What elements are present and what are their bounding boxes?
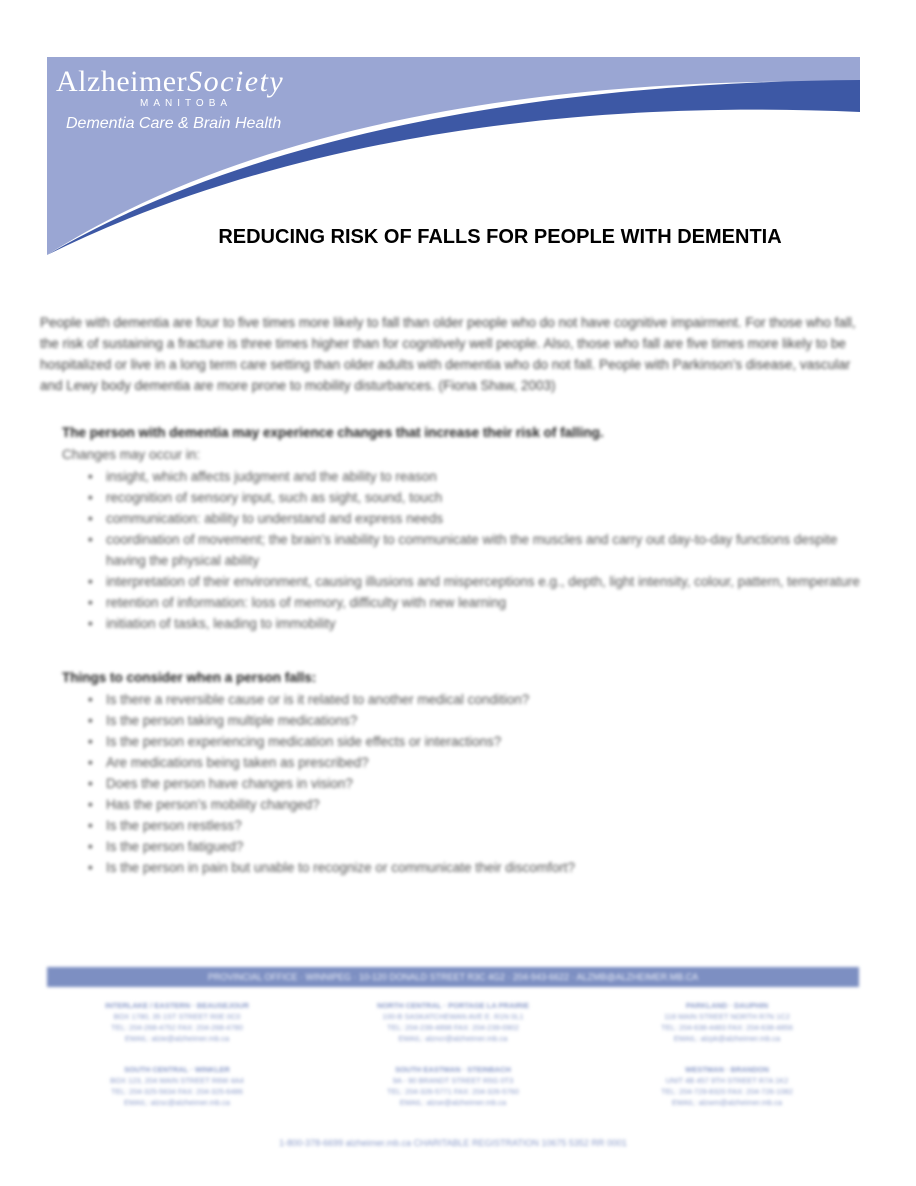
list-item: • retention of information: loss of memory, difficulty with new learning	[106, 592, 862, 613]
consider-heading: Things to consider when a person falls:	[62, 670, 317, 685]
office-block	[52, 1000, 302, 1044]
office-email: EMAIL: alzpk@alzheimer.mb.ca	[673, 1034, 781, 1043]
office-phone: TEL: 204-325-5634 FAX: 204-325-6486	[111, 1087, 243, 1096]
office-name: NORTH CENTRAL · PORTAGE LA PRAIRIE	[377, 1001, 529, 1010]
list-item: • Is there a reversible cause or is it related to another medical condition?	[106, 689, 862, 710]
office-phone: TEL: 204-729-8320 FAX: 204-726-1082	[661, 1087, 793, 1096]
office-address: 9A - 90 BRANDT STREET R5G 0T3	[392, 1076, 514, 1085]
list-item: • Does the person have changes in vision?	[106, 773, 862, 794]
changes-heading: The person with dementia may experience changes that increase their risk of falling.	[62, 425, 604, 440]
office-address: BOX 123, 204 MAIN STREET R6W 4A4	[110, 1076, 244, 1085]
list-item: • Are medications being taken as prescribed?	[106, 752, 862, 773]
office-name: SOUTH CENTRAL · WINKLER	[124, 1065, 230, 1074]
office-address: 118 MAIN STREET NORTH R7N 1C2	[664, 1012, 790, 1021]
list-item: • coordination of movement; the brain’s inability to communicate with the muscles and carry out day-to-day functions despite having the physical ability	[106, 529, 862, 571]
office-block	[328, 1064, 578, 1108]
office-phone: TEL: 204-239-4898 FAX: 204-239-0902	[387, 1023, 519, 1032]
logo-region: MANITOBA	[140, 98, 233, 109]
office-name: WESTMAN · BRANDON	[685, 1065, 769, 1074]
office-block	[52, 1064, 302, 1108]
office-address: UNIT 4B 457 9TH STREET R7A 1K2	[665, 1076, 789, 1085]
changes-lead: Changes may occur in:	[62, 447, 201, 462]
office-phone: TEL: 204-268-4752 FAX: 204-268-4780	[111, 1023, 243, 1032]
list-item: • Has the person’s mobility changed?	[106, 794, 862, 815]
office-name: INTERLAKE / EASTERN · BEAUSEJOUR	[105, 1001, 249, 1010]
consider-list	[62, 689, 862, 878]
list-item: • Is the person in pain but unable to recognize or communicate their discomfort?	[106, 857, 862, 878]
changes-section	[62, 422, 862, 634]
office-phone: TEL: 204-326-5771 FAX: 204-326-5760	[387, 1087, 519, 1096]
office-name: PARKLAND · DAUPHIN	[685, 1001, 769, 1010]
list-item: • insight, which affects judgment and the ability to reason	[106, 466, 862, 487]
list-item: • interpretation of their environment, causing illusions and misperceptions e.g., depth, light intensity, colour, pattern, temperature	[106, 571, 862, 592]
consider-section	[62, 667, 862, 878]
list-item: • Is the person restless?	[106, 815, 862, 836]
office-phone: TEL: 204-638-4483 FAX: 204-638-4856	[661, 1023, 793, 1032]
office-address: BOX 1780, 35 1ST STREET R0E 0C0	[113, 1012, 241, 1021]
logo-wordmark	[56, 66, 284, 98]
intro-paragraph: People with dementia are four to five times more likely to fall than older people who do not have cognitive impairment. For those who fall, the risk of sustaining a fracture is three times higher than for cognitively well people. Also, those who fall are five times more likely to be hospitalized or live in a long term care setting than older adults with dementia who do not fall. People with Parkinson’s disease, vascular and Lewy body dementia are more prone to mobility disturbances. (Fiona Shaw, 2003)	[40, 315, 856, 393]
list-item: • Is the person experiencing medication side effects or interactions?	[106, 731, 862, 752]
office-block	[602, 1064, 852, 1108]
footer-contact-line: 1-800-378-6699 alzheimer.mb.ca CHARITABLE REGISTRATION 10675 5352 RR 0001	[279, 1138, 627, 1148]
office-email: EMAIL: alzwm@alzheimer.mb.ca	[671, 1098, 783, 1107]
list-item: • initiation of tasks, leading to immobility	[106, 613, 862, 634]
office-address: 100-B SASKATCHEWAN AVE E. R1N 0L1	[382, 1012, 524, 1021]
changes-list	[62, 466, 862, 634]
list-item: • Is the person taking multiple medications?	[106, 710, 862, 731]
office-block	[328, 1000, 578, 1044]
logo-name: Alzheimer	[56, 65, 188, 98]
office-email: EMAIL: alzse@alzheimer.mb.ca	[399, 1098, 507, 1107]
list-item: • recognition of sensory input, such as sight, sound, touch	[106, 487, 862, 508]
office-email: EMAIL: alzsc@alzheimer.mb.ca	[124, 1098, 230, 1107]
office-block	[602, 1000, 852, 1044]
logo-society: Society	[187, 65, 285, 98]
page-title: REDUCING RISK OF FALLS FOR PEOPLE WITH DEMENTIA	[218, 226, 782, 248]
logo-tagline: Dementia Care & Brain Health	[66, 115, 282, 132]
office-email: EMAIL: alzncr@alzheimer.mb.ca	[398, 1034, 508, 1043]
office-name: SOUTH EASTMAN · STEINBACH	[395, 1065, 511, 1074]
alzheimer-society-logo	[56, 66, 284, 133]
list-item: • communication: ability to understand and express needs	[106, 508, 862, 529]
footer-bar: PROVINCIAL OFFICE · WINNIPEG · 10-120 DONALD STREET R3C 4G2 · 204-943-6622 · ALZMB@ALZHEIMER.MB.CA	[47, 967, 859, 987]
list-item: • Is the person fatigued?	[106, 836, 862, 857]
office-email: EMAIL: alzie@alzheimer.mb.ca	[124, 1034, 230, 1043]
